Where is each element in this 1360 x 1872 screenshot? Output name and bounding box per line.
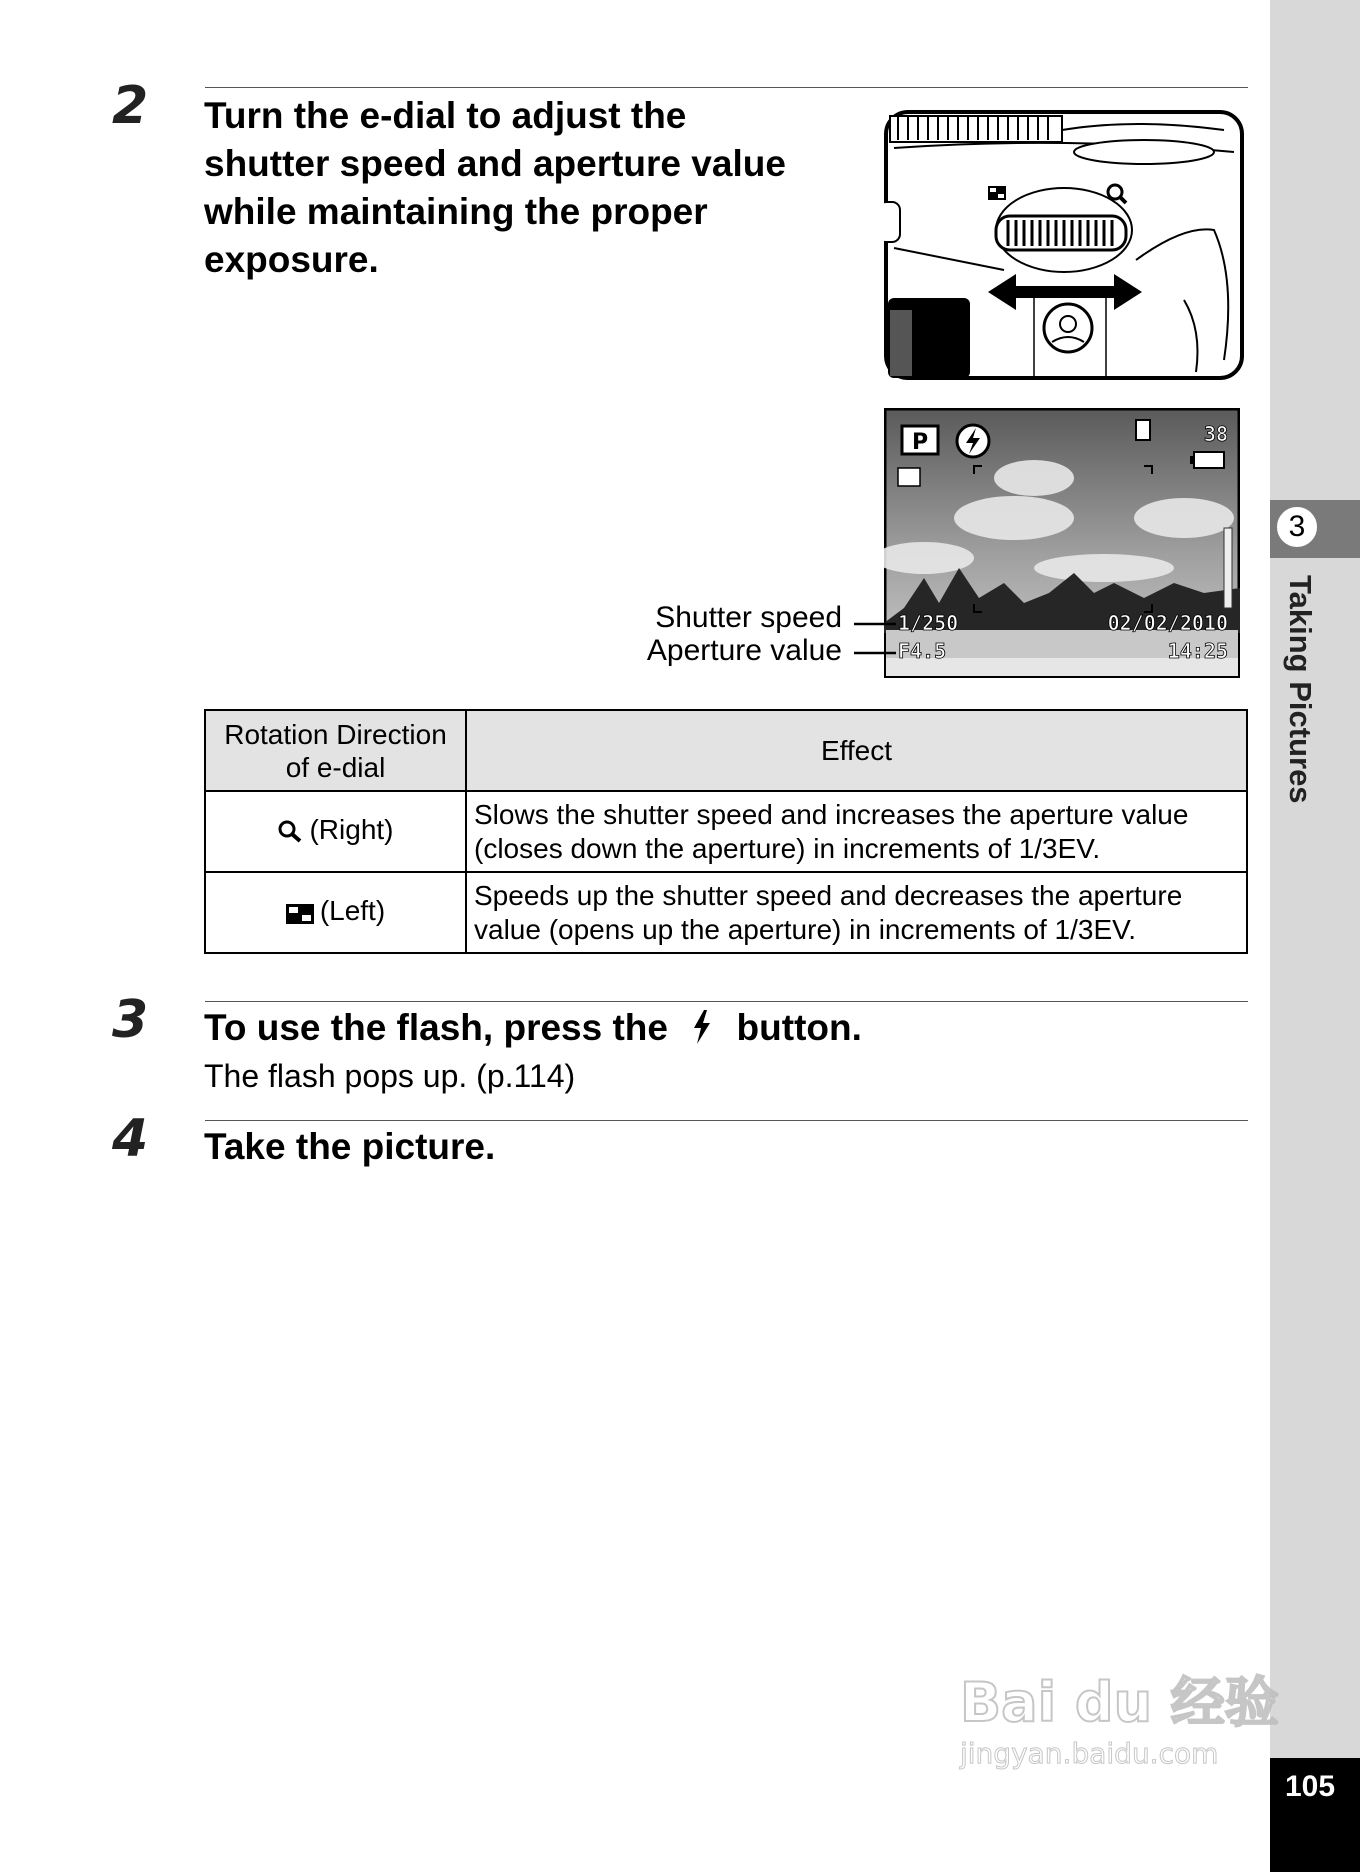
effect-line: (closes down the aperture) in increments of 1/3EV. (474, 832, 1101, 864)
chapter-sidebar (1270, 0, 1360, 1872)
flash-icon (692, 1008, 712, 1056)
lcd-time: 14:25 (1167, 639, 1228, 663)
header-direction-line: of e-dial (285, 751, 386, 783)
lcd-screen-illustration (884, 408, 1240, 678)
effect-line: Slows the shutter speed and increases the aperture value (474, 798, 1189, 830)
table-row (205, 791, 1247, 872)
lcd-shutter-readout: 1/250 (898, 611, 959, 635)
step-2-title-line: shutter speed and aperture value (204, 143, 786, 184)
table-row (205, 872, 1247, 953)
effect-cell (466, 872, 1247, 953)
step-2-title (204, 92, 854, 284)
direction-label: (Left) (319, 894, 386, 926)
camera-top-illustration (884, 110, 1244, 380)
step-2-title-line: Turn the e-dial to adjust the (204, 95, 687, 136)
shutter-speed-label: Shutter speed (655, 601, 842, 634)
chapter-number: 3 (1274, 504, 1320, 550)
step-4-number: 4 (112, 1109, 147, 1169)
effect-line: Speeds up the shutter speed and decreases the aperture (474, 879, 1183, 911)
e-dial-effects-table (204, 709, 1248, 954)
header-effect: Effect (466, 710, 1247, 791)
step-2-rule (205, 87, 1248, 88)
step-2-title-line: exposure. (204, 239, 379, 280)
lcd-date: 02/02/2010 (1107, 611, 1228, 635)
watermark-brand: Bai du 经验 (960, 1671, 1279, 1734)
header-rotation-direction (205, 710, 466, 791)
step-3-rule (205, 1001, 1248, 1002)
step-4-title: Take the picture. (204, 1126, 496, 1167)
aperture-value-label: Aperture value (646, 634, 842, 667)
direction-label: (Right) (309, 813, 394, 845)
baidu-watermark (960, 1660, 1279, 1770)
callout-lines (852, 610, 902, 660)
step-3-title-end: button. (736, 1007, 862, 1048)
step-3-title (204, 1004, 1244, 1056)
direction-cell (205, 791, 466, 872)
lcd-aperture-readout: F4.5 (898, 639, 947, 663)
step-4-rule (205, 1120, 1248, 1121)
page-number: 105 (1284, 1770, 1336, 1803)
lcd-mode: P (911, 430, 929, 455)
watermark-url: jingyan.baidu.com (960, 1737, 1219, 1770)
step-2-title-line: while maintaining the proper (204, 191, 708, 232)
step-3-title-start: To use the flash, press the (204, 1007, 668, 1048)
table-header-row (205, 710, 1247, 791)
effect-line: value (opens up the aperture) in increments of 1/3EV. (474, 913, 1137, 945)
lcd-shots-remaining: 38 (1203, 422, 1228, 446)
chapter-title: Taking Pictures (1283, 575, 1318, 804)
step-2-number: 2 (112, 76, 147, 136)
step-3-subtitle: The flash pops up. (p.114) (204, 1058, 576, 1094)
direction-cell (205, 872, 466, 953)
effect-cell (466, 791, 1247, 872)
thumbnail-grid-icon (286, 898, 314, 932)
step-3-number: 3 (112, 990, 147, 1050)
header-direction-line: Rotation Direction (224, 718, 447, 750)
magnify-icon (277, 817, 303, 851)
